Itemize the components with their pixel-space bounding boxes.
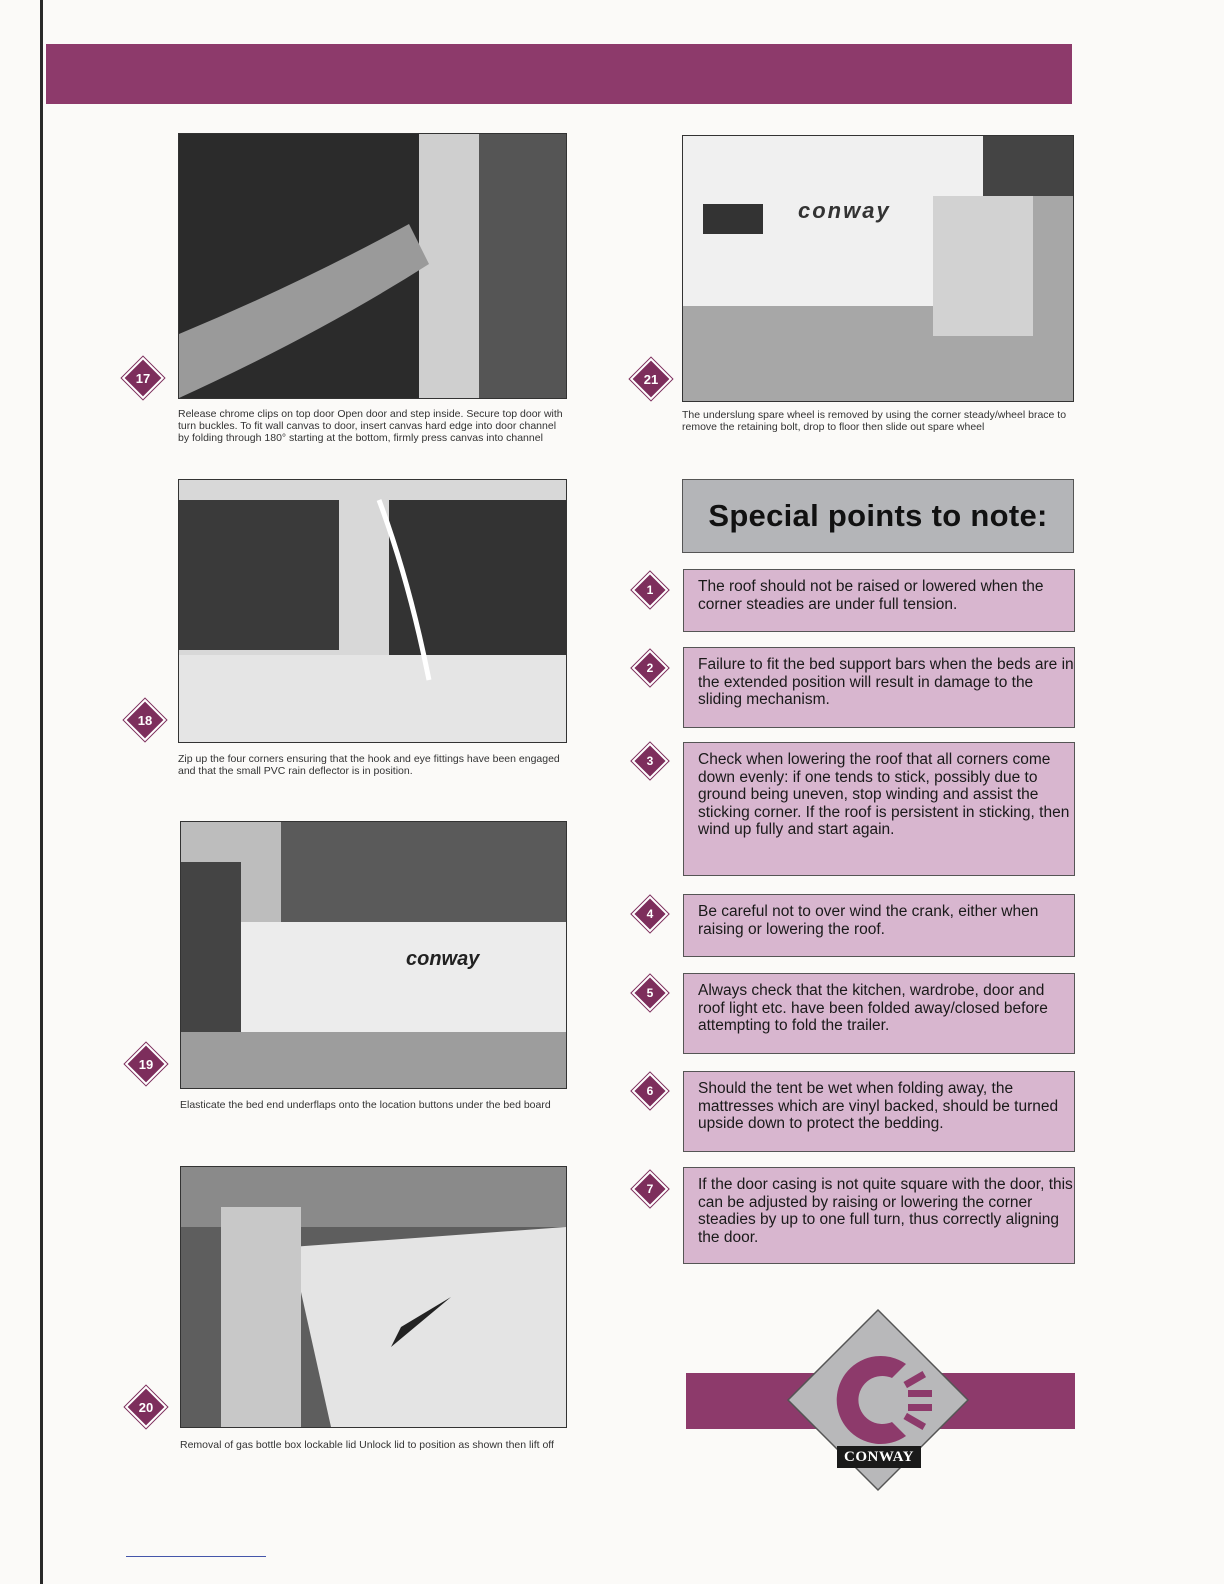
note-badge-7: 7	[632, 1171, 669, 1208]
step-badge-20: 20	[125, 1386, 167, 1428]
photo-step-19	[180, 821, 567, 1089]
note-badge-6: 6	[632, 1073, 669, 1110]
note-badge-3: 3	[632, 743, 669, 780]
caption-step-21: The underslung spare wheel is removed by using the corner steady/wheel brace to remove the retaining bolt, drop to floor then slide out spare wheel	[682, 409, 1067, 433]
step-badge-17: 17	[122, 357, 164, 399]
note-7: If the door casing is not quite square with the door, this can be adjusted by raising or lowering the corner steadies by up to one full turn, thus correctly aligning the door.	[683, 1167, 1075, 1264]
photo-step-18	[178, 479, 567, 743]
note-badge-2: 2	[632, 650, 669, 687]
note-6: Should the tent be wet when folding away, the mattresses which are vinyl backed, should be turned upside down to protect the bedding.	[683, 1071, 1075, 1152]
logo-wordmark: CONWAY	[837, 1446, 921, 1468]
caption-step-19: Elasticate the bed end underflaps onto the location buttons under the bed board	[180, 1099, 551, 1111]
photo-step-21	[682, 135, 1074, 402]
page-left-edge	[40, 0, 43, 1584]
note-3: Check when lowering the roof that all corners come down evenly: if one tends to stick, possibly due to ground being uneven, stop winding and assist the sticking corner. If the roof is persistent in sticking, then wind up fully and start again.	[683, 742, 1075, 876]
photo-brand-21: conway	[798, 198, 891, 223]
note-badge-4: 4	[632, 896, 669, 933]
step-badge-19: 19	[125, 1043, 167, 1085]
photo-step-20	[180, 1166, 567, 1428]
step-badge-18: 18	[124, 699, 166, 741]
photo-brand-19: conway	[406, 948, 480, 970]
note-4: Be careful not to over wind the crank, either when raising or lowering the roof.	[683, 894, 1075, 957]
caption-step-17: Release chrome clips on top door Open door and step inside. Secure top door with turn buckles. To fit wall canvas to door, insert canvas hard edge into door channel by folding through 180° starting at the bottom, firmly press canvas into channel	[178, 408, 563, 444]
caption-step-18: Zip up the four corners ensuring that the hook and eye fittings have been engaged and that the small PVC rain deflector is in position.	[178, 753, 560, 777]
note-2: Failure to fit the bed support bars when the beds are in the extended position will result in damage to the sliding mechanism.	[683, 647, 1075, 728]
step-badge-21: 21	[630, 358, 672, 400]
note-1: The roof should not be raised or lowered when the corner steadies are under full tension.	[683, 569, 1075, 632]
note-5: Always check that the kitchen, wardrobe, door and roof light etc. have been folded away/closed before attempting to fold the trailer.	[683, 973, 1075, 1054]
special-points-title: Special points to note:	[682, 479, 1074, 553]
bottom-rule	[126, 1556, 266, 1557]
note-badge-1: 1	[632, 572, 669, 609]
note-badge-5: 5	[632, 975, 669, 1012]
header-band	[46, 44, 1072, 104]
photo-step-17	[178, 133, 567, 399]
caption-step-20: Removal of gas bottle box lockable lid Unlock lid to position as shown then lift off	[180, 1439, 554, 1451]
